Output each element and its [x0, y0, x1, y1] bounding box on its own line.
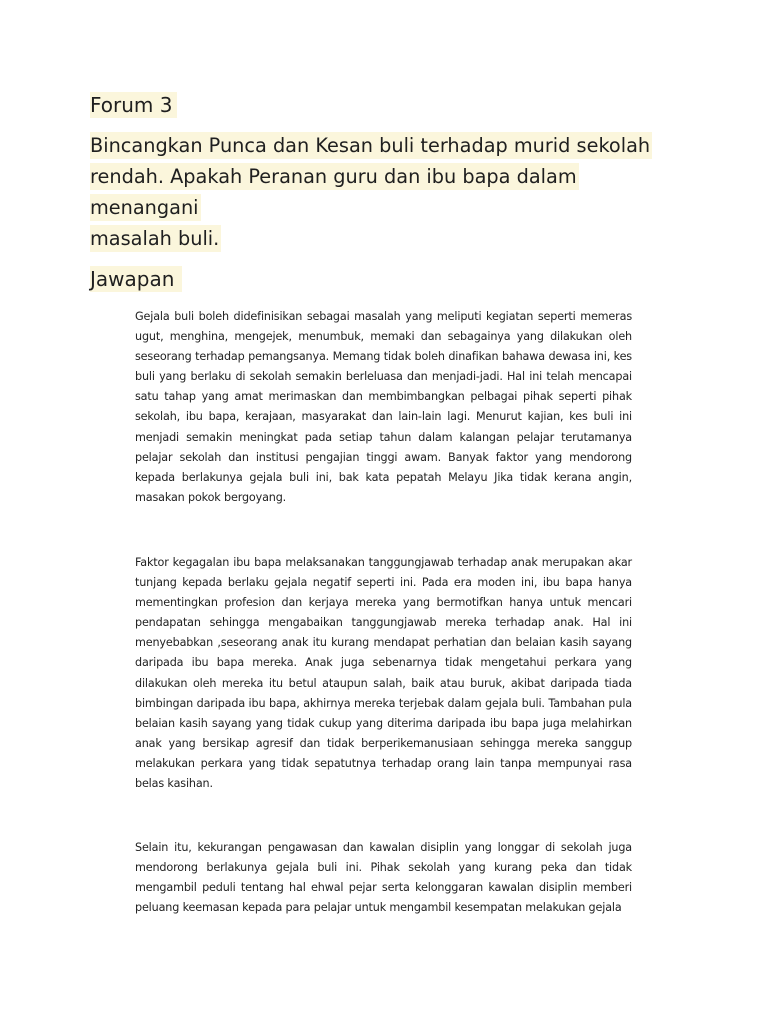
- forum-title: Forum 3: [90, 92, 177, 118]
- question-line-3: masalah buli.: [90, 227, 220, 250]
- question-line-1: Bincangkan Punca dan Kesan buli terhadap murid sekolah: [90, 134, 651, 157]
- paragraph-2: Faktor kegagalan ibu bapa melaksanakan tanggungjawab terhadap anak merupakan akar tunjang kepada berlaku gejala negatif seperti ini. Pada era moden ini, ibu bapa hanya mementingkan profesion dan kerjaya mereka yang bermotifkan hanya untuk mencari pendapatan sehingga mengabaikan tanggungjawab mereka terhadap anak. Hal ini menyebabkan ,seseorang anak itu kurang mendapat perhatian dan belaian kasih sayang daripada ibu bapa mereka. Anak juga sebenarnya tidak mengetahui perkara yang dilakukan oleh mereka itu betul ataupun salah, baik atau buruk, akibat daripada tiada bimbingan daripada ibu bapa, akhirnya mereka terjebak dalam gejala buli. Tambahan pula belaian kasih sayang yang tidak cukup yang diterima daripada ibu bapa juga melahirkan anak yang bersikap agresif dan tidak berperikemanusiaan sehingga mereka sanggup melakukan perkara yang tidak sepatutnya terhadap orang lain tanpa mempunyai rasa belas kasihan.: [135, 556, 632, 791]
- paragraph-3: Selain itu, kekurangan pengawasan dan kawalan disiplin yang longgar di sekolah juga mendorong berlakunya gejala buli ini. Pihak sekolah yang kurang peka dan tidak mengambil peduli tentang hal ehwal pejar serta kelonggaran kawalan disiplin memberi peluang keemasan kepada para pelajar untuk mengambil kesempatan melakukan gejala: [135, 841, 632, 915]
- answer-heading: Jawapan: [90, 266, 182, 292]
- question-text: [90, 130, 660, 254]
- paragraph-1: Gejala buli boleh didefinisikan sebagai masalah yang meliputi kegiatan seperti memeras ugut, menghina, mengejek, menumbuk, memaki dan sebagainya yang dilakukan oleh seseorang terhadap pemangsanya. Memang tidak boleh dinafikan bahawa dewasa ini, kes buli yang berlaku di sekolah semakin berleluasa dan menjadi-jadi. Hal ini telah mencapai satu tahap yang amat merimaskan dan membimbangkan pelbagai pihak seperti pihak sekolah, ibu bapa, kerajaan, masyarakat dan lain-lain lagi. Menurut kajian, kes buli ini menjadi semakin meningkat pada setiap tahun dalam kalangan pelajar terutamanya pelajar sekolah dan institusi pengajian tinggi awam. Banyak faktor yang mendorong kepada berlakunya gejala buli ini, bak kata pepatah Melayu Jika tidak kerana angin, masakan pokok bergoyang.: [135, 310, 632, 504]
- question-line-2: rendah. Apakah Peranan guru dan ibu bapa dalam menangani: [90, 165, 577, 219]
